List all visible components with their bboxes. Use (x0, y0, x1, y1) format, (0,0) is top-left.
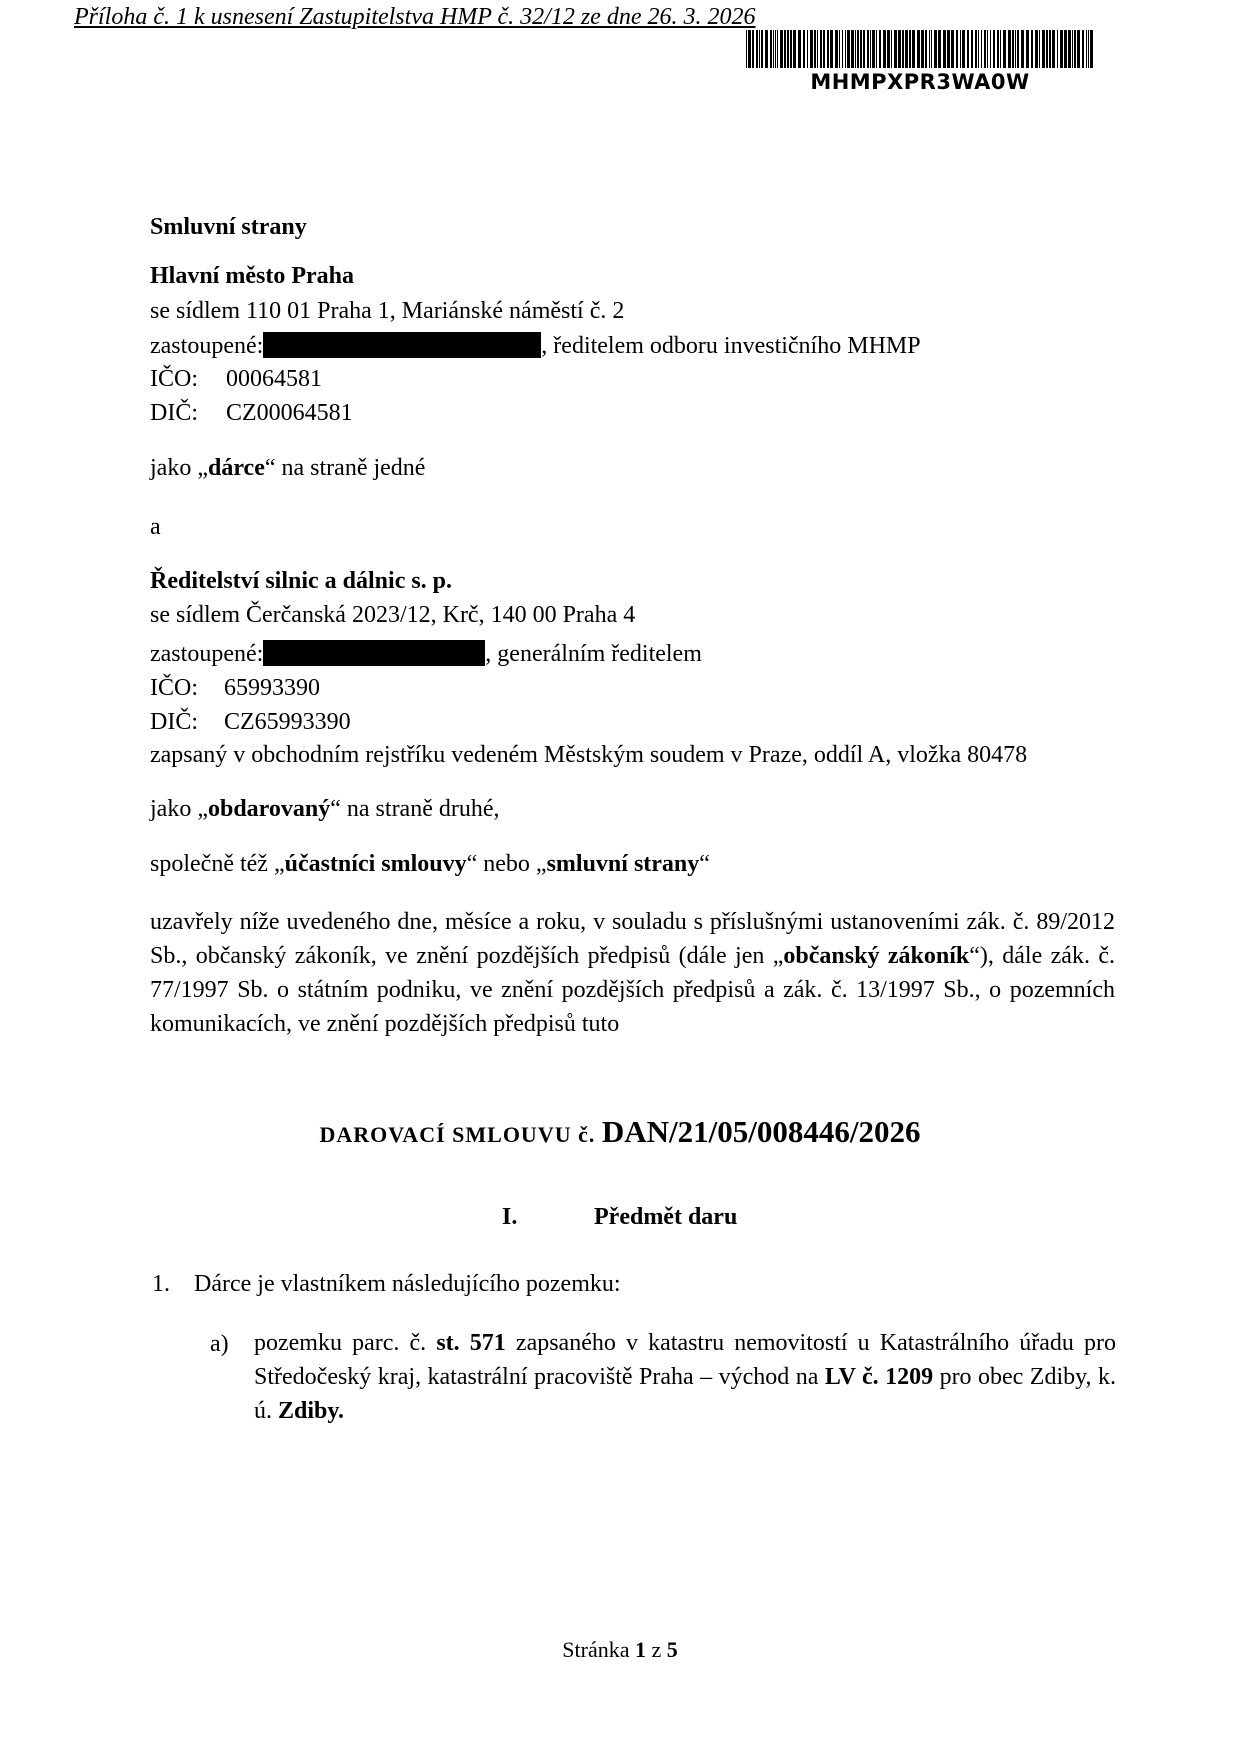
barcode-bar (1039, 30, 1040, 68)
barcode-bar (1021, 30, 1024, 68)
barcode-bar (1090, 30, 1093, 68)
donor-represented-role: , ředitelem odboru investičního MHMP (541, 333, 921, 359)
barcode-bar (765, 30, 768, 68)
clause-number: 1. (152, 1271, 170, 1297)
donee-dic (150, 709, 351, 736)
barcode-bar (863, 30, 865, 68)
donor-address: se sídlem 110 01 Praha 1, Mariánské náměstí č. 2 (150, 298, 625, 324)
barcode-bar (1052, 30, 1055, 68)
section-title: Předmět daru (594, 1204, 738, 1230)
barcode-bar (780, 30, 783, 68)
subclause-part-1: pozemku parc. č. (254, 1330, 437, 1356)
donee-represented-role: , generálním ředitelem (485, 641, 702, 667)
contract-title-prefix: DAROVACÍ SMLOUVU č. (319, 1122, 602, 1147)
parties-heading: Smluvní strany (150, 214, 307, 240)
barcode-bar (1008, 30, 1011, 68)
barcode-bar (759, 30, 760, 68)
barcode-bar (951, 30, 954, 68)
barcode-bar (872, 30, 875, 68)
barcode-bar (756, 30, 758, 68)
preamble-defined-term: občanský zákoník (783, 943, 970, 969)
barcode-bar (784, 30, 786, 68)
donee-role-pre: jako „ (150, 796, 208, 822)
barcode-bar (793, 30, 796, 68)
contract-number: DAN/21/05/008446/2026 (601, 1114, 921, 1149)
donor-dic-label: DIČ: (150, 400, 198, 426)
jointly-mid: “ nebo „ (466, 851, 547, 877)
page-number (0, 1637, 1240, 1663)
donor-role-post: “ na straně jedné (264, 455, 426, 481)
barcode-bar (987, 30, 988, 68)
cadastral-area: Zdiby. (278, 1398, 345, 1424)
barcode-bar (1017, 30, 1019, 68)
barcode-bar (898, 30, 901, 68)
donee-role-term: obdarovaný (207, 796, 331, 822)
barcode-bar (929, 30, 930, 68)
jointly-term-1: účastníci smlouvy (284, 851, 467, 877)
subclause-letter: a) (210, 1331, 229, 1357)
page-total: 5 (666, 1637, 678, 1662)
barcode-bar (925, 30, 927, 68)
barcode-bar (947, 30, 950, 68)
barcode-bar (876, 30, 877, 68)
donor-name: Hlavní město Praha (150, 263, 354, 289)
barcode-bar (790, 30, 792, 68)
barcode-bar (997, 30, 999, 68)
donee-representative-redaction (263, 640, 485, 666)
and-connector: a (150, 514, 161, 540)
barcode-bar (960, 30, 961, 68)
barcode-bar (842, 30, 843, 68)
donor-ico-value: 00064581 (226, 366, 322, 392)
barcode-bar (938, 30, 941, 68)
barcode-bar (956, 30, 958, 68)
barcode-bar (746, 30, 747, 68)
donor-ico (150, 366, 322, 393)
barcode-bar (1077, 30, 1080, 68)
barcode-bar (1042, 30, 1045, 68)
barcode-bar (775, 30, 776, 68)
barcode-bar (931, 30, 932, 68)
subclause-part-2: zapsaného v katastru nemovitostí u Katastrálního úřadu pro Středočeský kraj, katastrální pracoviště Praha – východ na (254, 1330, 1116, 1390)
barcode-bar (752, 30, 754, 68)
barcode-bar (847, 30, 850, 68)
barcode-bar (984, 30, 986, 68)
barcode-bar (883, 30, 886, 68)
preamble-part-2: “), dále zák. č. 77/1997 Sb. o státním podniku, ve znění pozdějších předpisů a zák. č. 13/1997 Sb., o pozemních komunikacích, ve znění pozdějších předpisů tuto (150, 943, 1116, 1037)
barcode-bar (1046, 30, 1048, 68)
barcode-bar (1060, 30, 1063, 68)
donee-address: se sídlem Čerčanská 2023/12, Krč, 140 00 Praha 4 (150, 602, 636, 628)
barcode-bar (761, 30, 763, 68)
barcode-bar (894, 30, 897, 68)
barcode-bar (1086, 30, 1087, 68)
barcode-bar (773, 30, 774, 68)
subclause-text (254, 1326, 1116, 1428)
barcode-bar (1015, 30, 1016, 68)
donor-dic (150, 400, 353, 427)
barcode-bar (990, 30, 991, 68)
donee-dic-label: DIČ: (150, 709, 198, 735)
barcode-bar (839, 30, 840, 68)
donee-registry: zapsaný v obchodním rejstříku vedeném Městským soudem v Praze, oddíl A, vložka 80478 (150, 742, 1028, 768)
barcode-bar (1049, 30, 1051, 68)
barcode-bar (798, 30, 801, 68)
barcode-bar (967, 30, 969, 68)
contract-title (0, 1114, 1240, 1150)
barcode-bar (909, 30, 911, 68)
donee-represented (150, 640, 702, 668)
page-current: 1 (634, 1637, 646, 1662)
barcode-text: MHMPXPR3WA0W (810, 70, 1030, 94)
barcode-bar (1031, 30, 1033, 68)
barcode-bar (807, 30, 808, 68)
barcode-bar (817, 30, 818, 68)
barcode (744, 30, 1096, 68)
donor-represented-label: zastoupené: (150, 333, 264, 359)
donor-ico-label: IČO: (150, 366, 198, 392)
barcode-bar (855, 30, 856, 68)
barcode-bar (917, 30, 920, 68)
subclause-part-3: pro obec Zdiby, k. ú. (254, 1364, 1117, 1424)
barcode-bar (978, 30, 979, 68)
barcode-bar (1035, 30, 1038, 68)
barcode-bar (1003, 30, 1006, 68)
barcode-bar (887, 30, 890, 68)
lv-number: LV č. 1209 (824, 1364, 934, 1390)
donor-represented (150, 332, 921, 360)
annex-reference: Příloha č. 1 k usnesení Zastupitelstva HMP č. 32/12 ze dne 26. 3. 2026 (74, 4, 756, 30)
barcode-bar (943, 30, 946, 68)
donee-represented-label: zastoupené: (150, 641, 264, 667)
donee-dic-value: CZ65993390 (224, 709, 351, 735)
barcode-bar (921, 30, 924, 68)
jointly-pre: společně též „ (150, 851, 285, 877)
donee-ico (150, 675, 320, 702)
donee-ico-value: 65993390 (224, 675, 320, 701)
barcode-bar (827, 30, 829, 68)
page-separator: z (645, 1637, 667, 1662)
preamble-part-1: uzavřely níže uvedeného dne, měsíce a roku, v souladu s příslušnými ustanoveními zák. č. 89/2012 Sb., občanský zákoník, ve znění pozdějších předpisů (dále jen „ (150, 909, 1115, 969)
barcode-bar (860, 30, 862, 68)
barcode-bar (902, 30, 904, 68)
jointly-term-2: smluvní strany (546, 851, 700, 877)
section-numeral: I. (502, 1204, 518, 1230)
barcode-bar (870, 30, 871, 68)
barcode-bar (1064, 30, 1067, 68)
donee-role-post: “ na straně druhé, (330, 796, 500, 822)
barcode-bar (981, 30, 982, 68)
barcode-bar (867, 30, 869, 68)
preamble-paragraph (150, 905, 1115, 1041)
barcode-bar (777, 30, 778, 68)
barcode-bar (975, 30, 977, 68)
jointly-line (150, 851, 710, 878)
barcode-bar (1012, 30, 1014, 68)
barcode-bar (891, 30, 892, 68)
donee-name: Ředitelství silnic a dálnic s. p. (150, 568, 453, 594)
barcode-bar (1082, 30, 1084, 68)
donee-role-line (150, 796, 500, 823)
barcode-bar (845, 30, 846, 68)
barcode-bar (1072, 30, 1073, 68)
barcode-bar (851, 30, 854, 68)
barcode-bar (912, 30, 915, 68)
barcode-bar (1026, 30, 1029, 68)
barcode-bar (1068, 30, 1071, 68)
barcode-bar (770, 30, 772, 68)
barcode-bar (905, 30, 908, 68)
barcode-bar (934, 30, 937, 68)
barcode-bar (814, 30, 816, 68)
donee-ico-label: IČO: (150, 675, 198, 701)
barcode-bar (1057, 30, 1058, 68)
page-label: Stránka (562, 1637, 635, 1662)
barcode-bar (787, 30, 789, 68)
donor-dic-value: CZ00064581 (226, 400, 353, 426)
barcode-bar (803, 30, 805, 68)
barcode-bar (823, 30, 825, 68)
barcode-bar (1088, 30, 1089, 68)
barcode-bar (1074, 30, 1076, 68)
barcode-bar (879, 30, 881, 68)
donor-role-term: dárce (207, 455, 265, 481)
barcode-bar (835, 30, 838, 68)
donor-representative-redaction (263, 332, 541, 358)
jointly-post: “ (699, 851, 710, 877)
clause-text: Dárce je vlastníkem následujícího pozemku: (194, 1271, 621, 1297)
barcode-bar (857, 30, 859, 68)
barcode-bar (830, 30, 833, 68)
parcel-number: st. 571 (436, 1330, 506, 1356)
barcode-bar (748, 30, 751, 68)
donor-role-pre: jako „ (150, 455, 208, 481)
barcode-bar (820, 30, 822, 68)
donor-role-line (150, 455, 425, 482)
barcode-bar (993, 30, 995, 68)
barcode-bar (962, 30, 965, 68)
barcode-bar (810, 30, 813, 68)
barcode-bar (971, 30, 973, 68)
barcode-bar (1000, 30, 1001, 68)
